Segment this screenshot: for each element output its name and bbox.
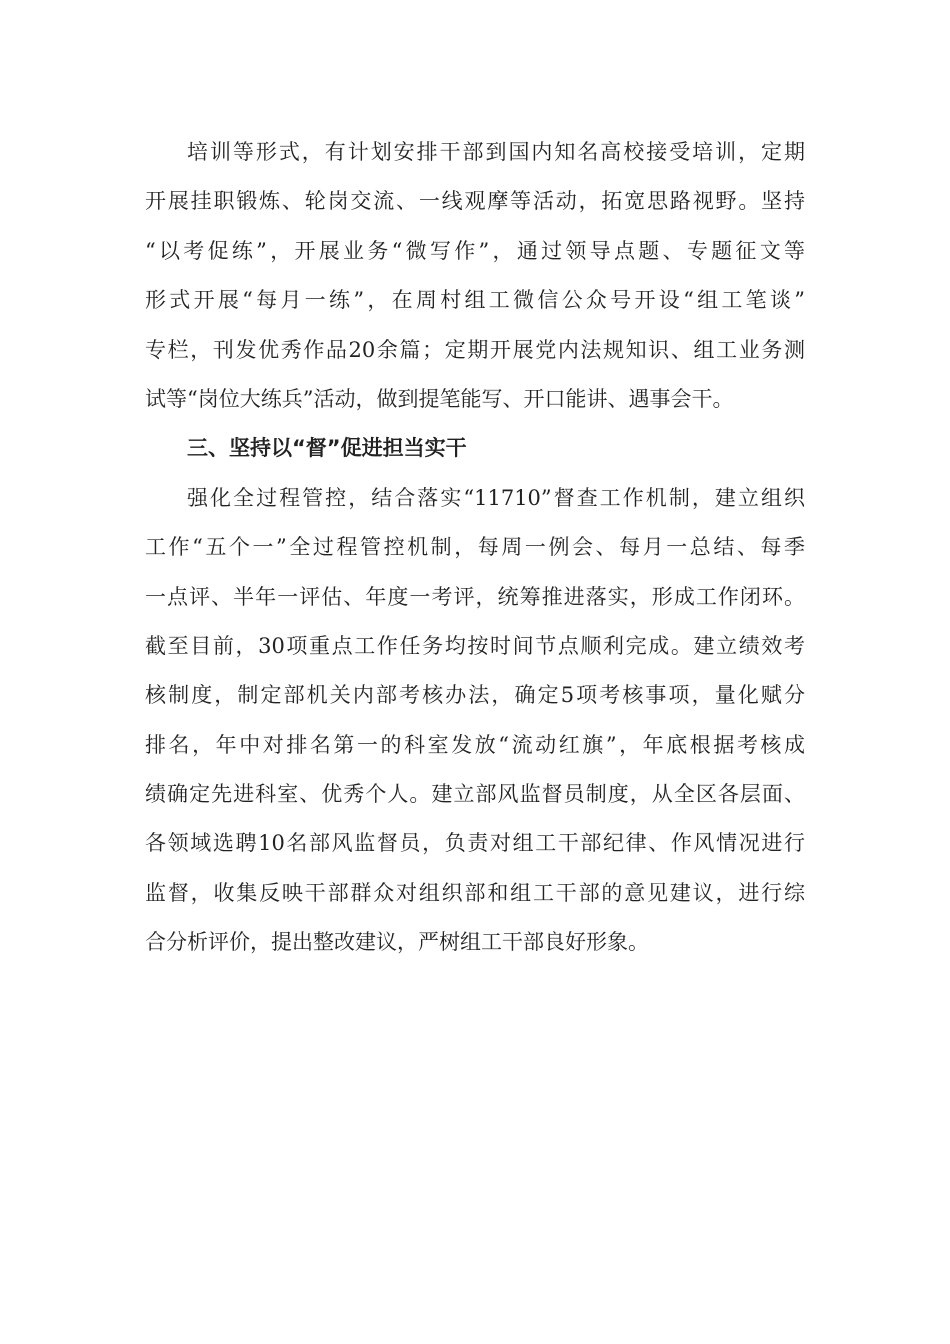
section-heading: 三、坚持以“督”促进担当实干 <box>187 436 467 461</box>
paragraph-line: 排名，年中对排名第一的科室发放“流动红旗”，年底根据考核成 <box>145 732 805 757</box>
paragraph-line: 专栏，刊发优秀作品20余篇；定期开展党内法规知识、组工业务测 <box>145 337 805 362</box>
paragraph-line: 绩确定先进科室、优秀个人。建立部风监督员制度，从全区各层面、 <box>145 782 805 807</box>
paragraph-line: 合分析评价，提出整改建议，严树组工干部良好形象。 <box>145 930 649 955</box>
paragraph-line: 培训等形式，有计划安排干部到国内知名高校接受培训，定期 <box>187 140 805 164</box>
paragraph-line: 核制度，制定部机关内部考核办法，确定5项考核事项，量化赋分 <box>145 683 805 708</box>
paragraph-1 <box>145 128 805 424</box>
paragraph-2 <box>145 474 805 968</box>
paragraph-line: 开展挂职锻炼、轮岗交流、一线观摩等活动，拓宽思路视野。坚持 <box>145 189 805 214</box>
paragraph-line: 各领域选聘10名部风监督员，负责对组工干部纪律、作风情况进行 <box>145 831 805 856</box>
paragraph-line: 监督，收集反映干部群众对组织部和组工干部的意见建议，进行综 <box>145 880 805 905</box>
paragraph-line: 形式开展“每月一练”，在周村组工微信公众号开设“组工笔谈” <box>145 288 805 313</box>
paragraph-line: 强化全过程管控，结合落实“11710”督查工作机制，建立组织 <box>187 485 805 510</box>
paragraph-line: 工作“五个一”全过程管控机制，每周一例会、每月一总结、每季 <box>145 535 805 560</box>
paragraph-line: 一点评、半年一评估、年度一考评，统筹推进落实，形成工作闭环。 <box>145 584 805 609</box>
paragraph-line: 试等“岗位大练兵”活动，做到提笔能写、开口能讲、遇事会干。 <box>145 386 734 411</box>
paragraph-line: 截至目前，30项重点工作任务均按时间节点顺利完成。建立绩效考 <box>145 633 805 658</box>
document-body <box>145 128 805 968</box>
paragraph-line: “以考促练”，开展业务“微写作”，通过领导点题、专题征文等 <box>145 238 805 263</box>
